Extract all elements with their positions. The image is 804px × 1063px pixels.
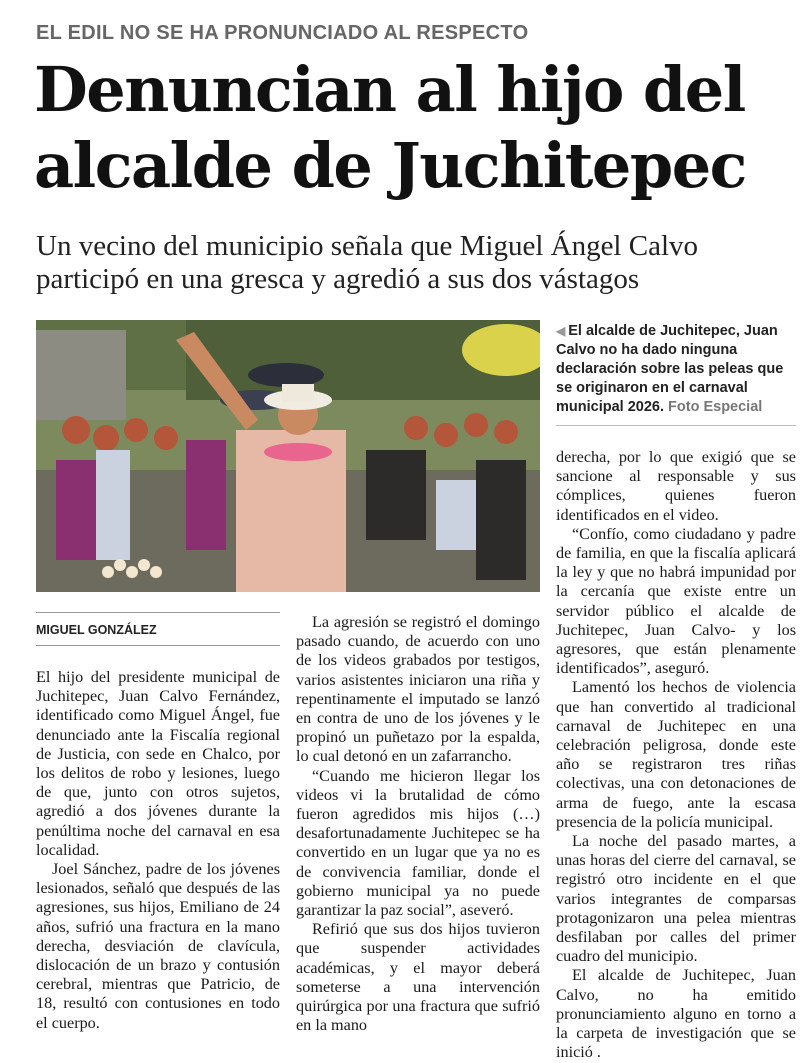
caption-divider — [556, 425, 796, 426]
headline: Denuncian al hijo del alcalde de Juchitepec — [34, 53, 746, 202]
photo-credit: Foto Especial — [668, 399, 763, 415]
article-column-3 — [556, 448, 796, 1063]
article-column-2 — [296, 613, 540, 1035]
left-triangle-icon: ◀ — [556, 324, 566, 338]
caption-text: El alcalde de Juchitepec, Juan Calvo no ha dado ninguna declaración sobre las peleas que se originaron en el carnaval municipal 2026. — [556, 323, 784, 415]
byline-divider-top — [36, 612, 280, 613]
paragraph: La noche del pasado martes, a unas horas del cierre del carnaval, se registró otro incidente en el que varios integrantes de comparsas protagonizaron una pelea mientras desfilaban por calles del primer cuadro del municipio. — [556, 832, 796, 966]
article-column-1 — [36, 668, 280, 1033]
paragraph: El hijo del presidente municipal de Juchitepec, Juan Calvo Fernández, identificado como Miguel Ángel, fue denunciado ante la Fiscalía regional de Justicia, con sede en Chalco, por los delitos de robo y lesiones, luego de que, junto con otros sujetos, agredió a dos jóvenes durante la penúltima noche del carnaval en esa localidad. — [36, 668, 280, 859]
paragraph: Joel Sánchez, padre de los jóvenes lesionados, señaló que después de las agresiones, sus hijos, Emiliano de 24 años, sufrió una fractura en la mano derecha, desviación de clavícula, dislocación de un brazo y contusión cerebral, mientras que Patricio, de 18, resultó con contusiones en todo el cuerpo. — [36, 860, 280, 1032]
paragraph: Lamentó los hechos de violencia que han convertido al tradicional carnaval de Juchitepec en una celebración peligrosa, donde este año se registraron tres riñas colectivas, una con detonaciones de arma de fuego, ante la escasa presencia de la policía municipal. — [556, 678, 796, 831]
subheadline: Un vecino del municipio señala que Miguel Ángel Calvo participó en una gresca y agredió a sus dos vástagos — [36, 230, 699, 295]
byline: MIGUEL GONZÁLEZ — [36, 623, 157, 637]
byline-divider-bottom — [36, 645, 280, 646]
paragraph: La agresión se registró el domingo pasado cuando, de acuerdo con uno de los videos grabados por testigos, varios asistentes iniciaron una riña y repentinamente el imputado se lanzó en contra de uno de los jóvenes y le propinó un puñetazo por la espalda, lo cual detonó en un zafarrancho. — [296, 613, 540, 766]
article-photo — [36, 320, 540, 592]
paragraph: derecha, por lo que exigió que se sancione al responsable y sus cómplices, quienes fueron identificados en el video. — [556, 448, 796, 524]
carnival-photo-illustration — [36, 320, 540, 592]
paragraph: “Cuando me hicieron llegar los videos vi la brutalidad de cómo fueron agredidos mis hijos (…) desafortunadamente Juchitepec se ha convertido en un lugar que ya no es de convivencia familiar, donde el gobierno municipal ya no puede garantizar la paz social”, aseveró. — [296, 766, 540, 920]
paragraph: El alcalde de Juchitepec, Juan Calvo, no ha emitido pronunciamiento alguno en torno a la carpeta de investigación que se inició . — [556, 966, 796, 1062]
kicker: EL EDIL NO SE HA PRONUNCIADO AL RESPECTO — [36, 22, 529, 44]
photo-caption — [556, 322, 788, 417]
paragraph: “Confío, como ciudadano y padre de familia, en que la fiscalía aplicará la ley y que no habrá impunidad por la cercanía que existe entre un servidor público el alcalde de Juchitepec, Juan Calvo- y los agresores, que están plenamente identificados”, aseguró. — [556, 524, 796, 678]
paragraph: Refirió que sus dos hijos tuvieron que suspender actividades académicas, y el mayor deberá someterse a una intervención quirúrgica por una fractura que sufrió en la mano — [296, 920, 540, 1035]
